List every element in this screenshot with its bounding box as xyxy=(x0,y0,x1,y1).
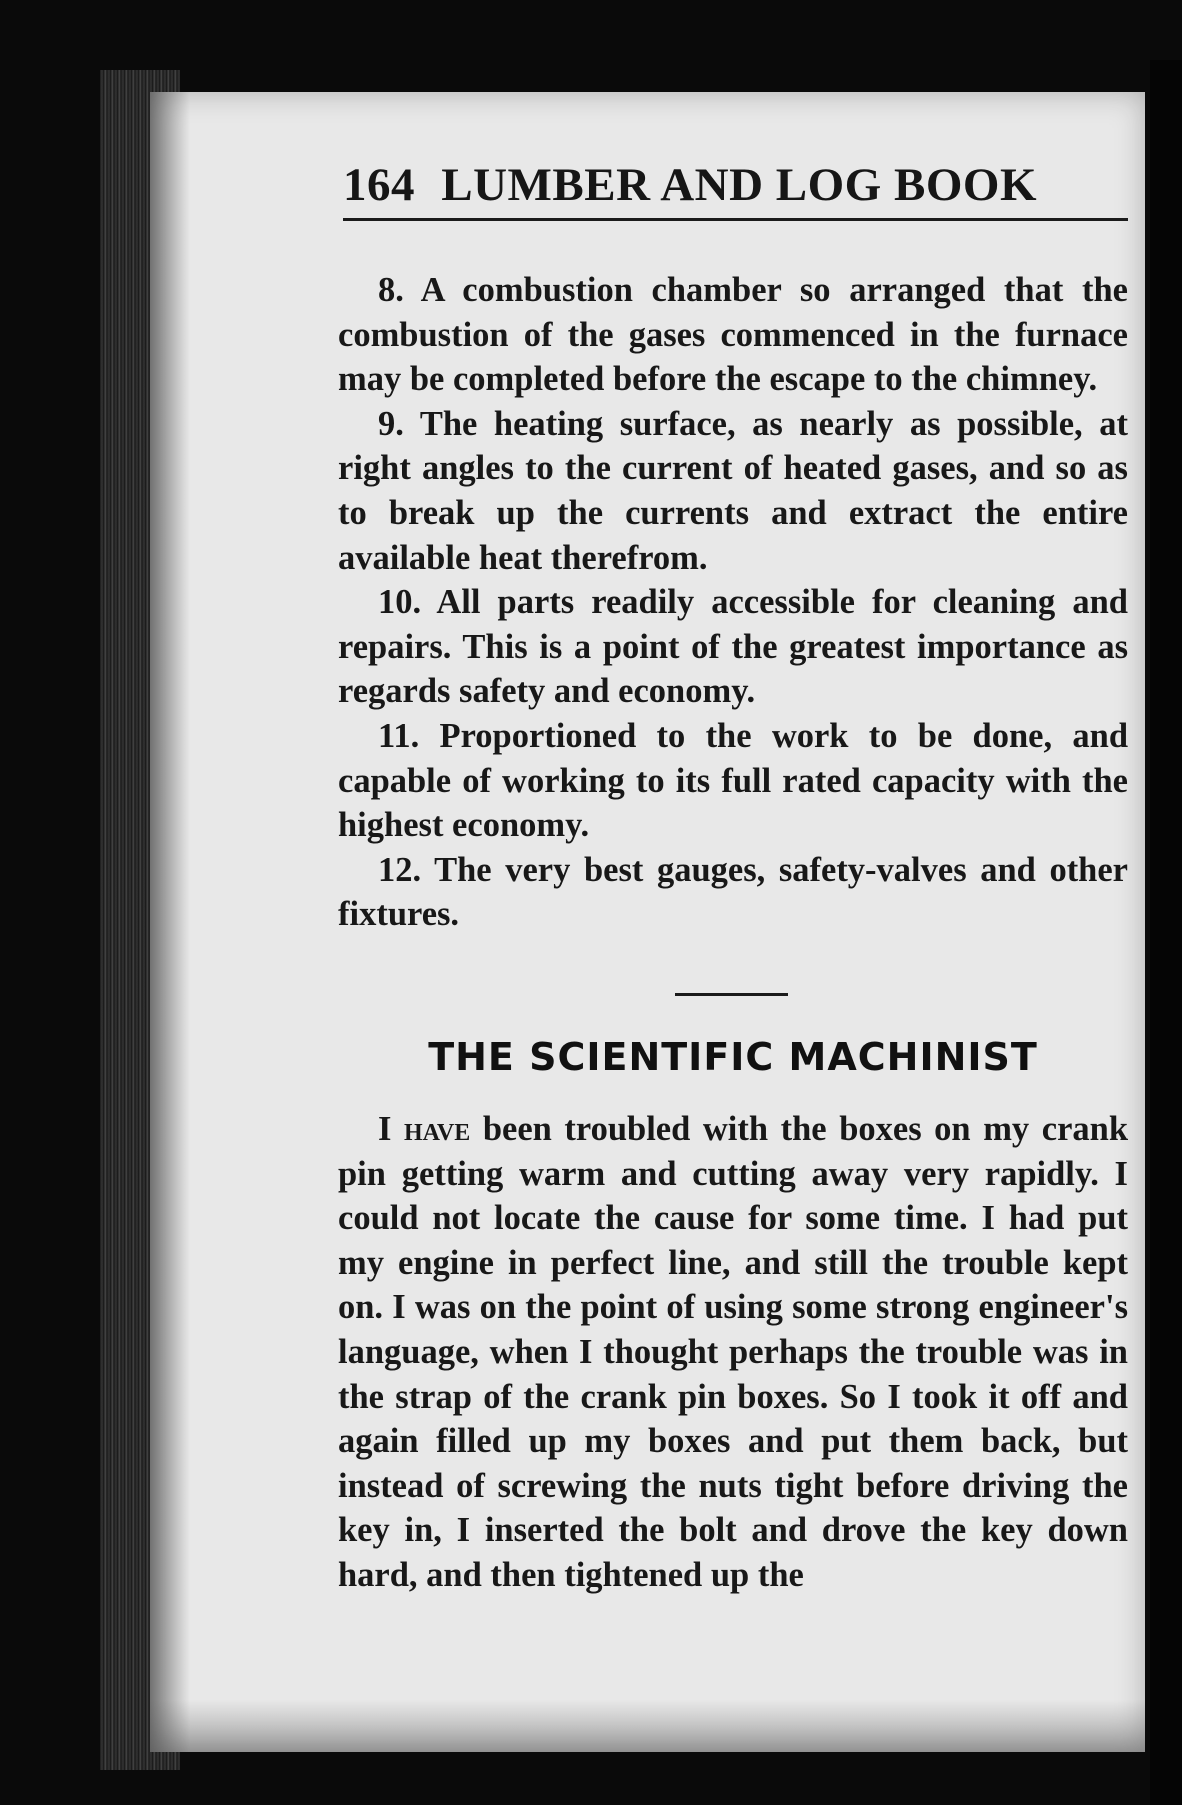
section-title: THE SCIENTIFIC MACHINIST xyxy=(428,1035,1038,1079)
lead-word: I xyxy=(378,1110,392,1148)
facing-page-edge xyxy=(1150,60,1182,1805)
numbered-list xyxy=(338,268,1128,937)
list-item: 10. All parts readily accessible for cleaning and repairs. This is a point of the greatest importance as regards safety and economy. xyxy=(338,583,1128,711)
header-rule xyxy=(343,218,1128,221)
list-item: 11. Proportioned to the work to be done, and capable of working to its full rated capacity with the highest economy. xyxy=(338,716,1129,845)
list-item: 9. The heating surface, as nearly as possible, at right angles to the current of heated gases, and so as to break up the currents and extract the entire available heat therefrom. xyxy=(338,404,1128,577)
section-body xyxy=(338,1107,1128,1598)
list-item: 12. The very best gauges, safety-valves and other fixtures. xyxy=(338,850,1128,934)
section-divider xyxy=(675,993,788,996)
list-item: 8. A combustion chamber so arranged that the combustion of the gases commenced in the furnace may be completed before the escape to the chimney. xyxy=(338,271,1128,399)
lead-smallcaps: have xyxy=(404,1110,471,1148)
running-head xyxy=(343,158,1143,212)
bottom-shadow xyxy=(150,1700,1145,1752)
gutter-shadow xyxy=(150,92,190,1752)
paragraph-text: been troubled with the boxes on my crank pin getting warm and cutting away very rapidly. I could not locate the cause for some time. I had put my engine in perfect line, and still the trouble kept on. I was on the point of using some strong engineer's language, when I thought perhaps the trouble was in the strap of the crank pin boxes. So I took it off and again filled up my boxes and put them back, but instead of screwing the nuts tight before driving the key in, I inserted the bolt and drove the key down hard, and then tightened up the xyxy=(338,1110,1129,1594)
book-title: LUMBER AND LOG BOOK xyxy=(441,159,1038,211)
body-paragraph xyxy=(338,1107,1128,1598)
page-number: 164 xyxy=(343,159,415,211)
